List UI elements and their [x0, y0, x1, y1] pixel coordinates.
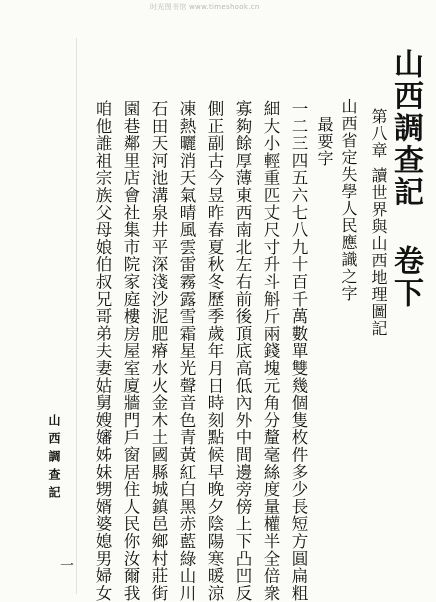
text-column-3: 寡夠餘厚薄東西南北左右前後頂底高低內外中間邊旁傍上下凸凹反	[233, 100, 252, 602]
margin-title: 山西調查記	[47, 414, 61, 504]
text-column-5: 凍熱曬消天氣晴風雲雷霧露雪霜星光聲音色青黃紅白黑赤藍綠山川	[177, 100, 196, 602]
book-page	[20, 38, 426, 602]
text-column-6: 石田天河池溝泉井平深淺沙泥肥瘠水火金木土國縣城鎮邑鄉村莊街	[149, 100, 168, 602]
text-column-4: 側正副古今昱昨春夏秋冬歷季歲年月日時刻點候早晚夕陰陽寒暖涼	[205, 100, 224, 602]
text-column-7: 園巷鄰里店會社集市院家庭樓房屋室廈牆門戶窗居住人民你汝爾我	[121, 100, 140, 602]
book-title: 山西調查記 卷下	[388, 48, 423, 309]
text-column-8: 咱他誰祖宗族父母娘伯叔兄哥弟夫妻姑舅嫂嬸姊妹甥婿婆媳男婦女	[93, 100, 112, 602]
chapter-heading	[370, 108, 386, 337]
subheading: 最要字	[315, 116, 334, 167]
text-column-2: 細大小輕重匹丈尺寸升斗斛斤兩錢塊元角分釐毫絲度量權半全倍衆	[261, 100, 280, 602]
chapter-number: 第八章	[369, 108, 388, 159]
text-column-1: 一二三四五六七八九十百千萬數單雙幾個隻枚件多少長短方圓扁粗	[289, 100, 308, 602]
margin-divider	[76, 38, 77, 594]
chapter-title: 讀世界與山西地理圖記	[369, 167, 388, 337]
intro-line: 山西省定失學人民應識之字	[339, 98, 358, 302]
page-number: 一	[58, 558, 74, 572]
watermark-text: 时光图书馆 www.timeshook.cn	[150, 3, 260, 11]
